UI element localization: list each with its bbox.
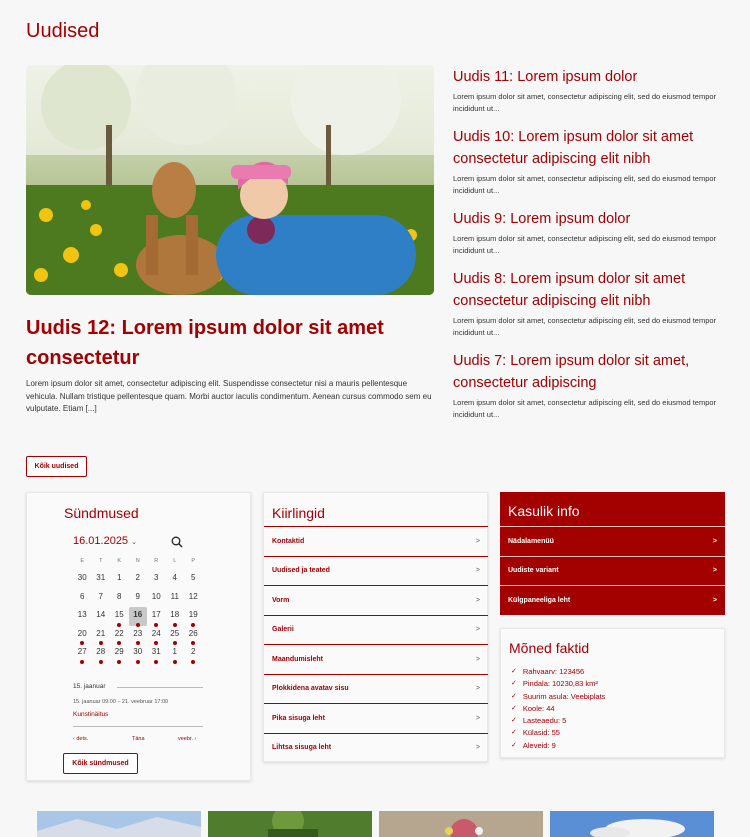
quicklink-label: Uudised ja teated [272,567,330,575]
useful-info-item[interactable] [500,556,725,586]
quicklink-item[interactable] [264,585,488,615]
useful-info-title: Kasulik info [508,503,580,519]
calendar-prev-month[interactable] [73,736,88,742]
featured-news-image[interactable] [26,65,434,295]
calendar-day[interactable] [92,589,111,608]
gallery-strip [37,811,714,837]
gallery-image[interactable] [379,811,543,837]
calendar-day[interactable] [92,570,111,589]
fact-item [511,740,605,752]
news-item-title[interactable]: Uudis 8: Lorem ipsum dolor sit amet consectetur adipiscing elit nibh [453,271,686,309]
calendar-day-number: 24 [151,628,161,638]
calendar-day[interactable] [110,626,129,645]
event-dot-icon [191,660,195,664]
calendar-week-row [73,589,203,608]
calendar-day-number: 12 [188,591,198,601]
news-item-excerpt: Lorem ipsum dolor sit amet, consectetur adipiscing elit, sed do eiusmod tempor incididunt ut... [453,316,717,337]
calendar-day-number: 19 [188,610,198,619]
quicklink-item[interactable] [264,703,488,733]
calendar-date: 16.01.2025 [73,535,129,547]
calendar-day[interactable] [110,570,129,589]
calendar-day[interactable] [110,644,129,663]
event-dot-icon [154,660,158,664]
quicklink-item[interactable] [264,733,488,763]
chevron-right-icon: › [192,736,197,742]
quicklink-label: Pika sisuga leht [272,714,325,722]
facts-title: Mõned faktid [509,640,590,656]
calendar-day[interactable] [166,589,185,608]
news-item-title[interactable]: Uudis 9: Lorem ipsum dolor [453,211,631,227]
quicklink-label: Plokkidena avatav sisu [272,685,349,693]
quicklink-label: Vorm [272,596,290,604]
calendar-day-number: 2 [135,573,140,582]
quicklink-item[interactable] [264,615,488,645]
event-divider [117,687,203,688]
search-icon[interactable] [171,535,183,553]
gallery-image[interactable] [37,811,201,837]
calendar-day-number: 25 [170,628,180,638]
useful-info-list [500,526,725,615]
news-item-title[interactable]: Uudis 10: Lorem ipsum dolor sit amet consectetur adipiscing elit nibh [453,129,694,167]
chevron-right-icon: > [712,537,717,545]
calendar-weekday: N [135,558,140,564]
calendar-prev-label: dets. [76,736,89,742]
calendar-week-row [73,570,203,589]
fact-text: Pindala: 10230,83 km² [522,679,598,689]
featured-news-title[interactable]: Uudis 12: Lorem ipsum dolor sit amet consectetur [26,317,384,369]
check-icon: ✓ [511,729,517,737]
calendar-day[interactable] [129,626,148,645]
news-item-excerpt: Lorem ipsum dolor sit amet, consectetur adipiscing elit, sed do eiusmod tempor incididunt ut... [453,398,717,419]
calendar-day[interactable] [73,607,92,626]
calendar-day[interactable] [147,607,166,626]
fact-item [511,678,605,690]
check-icon: ✓ [511,692,517,700]
facts-list [511,666,605,752]
calendar-weekday: R [154,558,159,564]
news-item [453,126,728,196]
news-item-title[interactable]: Uudis 7: Lorem ipsum dolor sit amet, consectetur adipiscing [453,353,690,391]
gallery-image[interactable] [208,811,372,837]
calendar-next-label: veebr. [178,736,193,742]
chevron-right-icon: > [475,714,480,722]
calendar-week-row [73,644,203,663]
useful-info-card [500,492,725,615]
calendar-day[interactable] [129,644,148,663]
calendar-day-number: 23 [133,628,143,638]
event-link[interactable]: Kunstinäitus [73,711,109,718]
calendar-week-row [73,626,203,645]
calendar-date-select[interactable] [73,535,137,547]
fact-text: Aleveid: 9 [522,740,556,750]
calendar-day[interactable] [110,589,129,608]
check-icon: ✓ [511,668,517,675]
quicklink-item[interactable] [264,526,488,556]
fact-item [511,715,605,727]
calendar-day-number: 3 [154,573,159,582]
calendar-day-number: 6 [80,591,85,601]
calendar-day[interactable] [147,644,166,663]
calendar-day-number: 5 [191,573,196,582]
calendar-day-number: 28 [96,647,106,656]
calendar-day[interactable] [73,570,92,589]
calendar-day[interactable] [184,607,203,626]
event-dot-icon [99,660,103,664]
calendar-day-number: 26 [188,628,198,638]
events-title: Sündmused [64,505,139,521]
calendar-weekday: T [99,558,103,564]
calendar-weekday: K [117,558,122,564]
all-news-button[interactable]: Kõik uudised [26,456,87,477]
useful-info-item[interactable] [500,585,725,615]
calendar-day-number: 11 [170,591,179,601]
calendar-day-number: 17 [151,610,161,619]
calendar-day[interactable] [92,626,111,645]
fact-text: Suurim asula: Veebiplats [522,691,606,701]
calendar-day[interactable] [166,644,185,663]
gallery-image[interactable] [550,811,714,837]
calendar-day-number: 14 [96,610,106,619]
calendar-day-number: 18 [170,610,180,619]
calendar-day-selected[interactable] [129,607,148,626]
chevron-left-icon: ‹ [73,736,77,742]
all-events-button[interactable]: Kõik sündmused [63,753,138,774]
news-item-excerpt: Lorem ipsum dolor sit amet, consectetur adipiscing elit, sed do eiusmod tempor incididunt ut... [453,92,717,113]
news-item [453,66,728,114]
news-section-title: Uudised [26,20,100,42]
fact-text: Külasid: 55 [522,728,560,738]
event-divider [73,726,203,727]
event-date-heading: 15. jaanuar [73,683,106,690]
fact-item [511,727,605,739]
calendar-day[interactable] [147,626,166,645]
calendar-day-number: 7 [98,591,103,601]
calendar-day-number: 21 [96,628,106,638]
calendar-day[interactable] [147,570,166,589]
calendar-day-number: 30 [77,573,87,582]
useful-info-label: Uudiste variant [508,567,559,575]
calendar-today[interactable]: Täna [132,736,145,742]
check-icon: ✓ [511,680,517,688]
calendar-day-number: 10 [151,591,161,601]
calendar-day[interactable] [184,570,203,589]
fact-text: Rahvaarv: 123456 [522,667,585,676]
calendar-day-number: 31 [96,573,106,582]
calendar-day-number: 16 [133,610,143,619]
calendar-next-month[interactable] [178,736,196,742]
calendar-day[interactable] [166,607,185,626]
event-dot-icon [117,660,121,664]
calendar-day-number: 27 [77,647,87,656]
calendar-day[interactable] [129,589,148,608]
news-item-excerpt: Lorem ipsum dolor sit amet, consectetur adipiscing elit, sed do eiusmod tempor incididunt ut... [453,234,717,255]
calendar-day-number: 2 [191,647,196,656]
chevron-right-icon: > [475,567,480,575]
fact-item [511,703,605,715]
calendar-day[interactable] [73,589,92,608]
event-time-range: 15. jaanuar 09:00 – 21. veebruar 17:00 [73,699,169,705]
quicklinks-card [263,492,488,762]
calendar-grid [73,556,203,663]
calendar-day-number: 1 [117,573,122,582]
news-item [453,208,728,256]
calendar-day[interactable] [166,626,185,645]
news-item [453,268,728,338]
calendar-day-number: 9 [135,591,140,601]
quicklink-item[interactable] [264,556,488,586]
calendar-day[interactable] [73,644,92,663]
calendar-weekday: P [191,558,196,564]
event-dot-icon [136,660,140,664]
useful-info-label: Nädalamenüü [508,537,554,545]
quicklink-label: Kontaktid [272,537,305,545]
news-item-excerpt: Lorem ipsum dolor sit amet, consectetur adipiscing elit, sed do eiusmod tempor incididunt ut... [453,174,717,195]
chevron-right-icon: > [475,655,480,663]
check-icon: ✓ [511,704,517,712]
chevron-right-icon: > [475,626,480,634]
calendar-day-number: 29 [114,647,124,656]
calendar-day[interactable] [129,570,148,589]
fact-item [511,666,605,678]
calendar-day[interactable] [73,626,92,645]
chevron-right-icon: > [712,567,717,575]
calendar-day[interactable] [92,607,111,626]
quicklinks-title: Kiirlingid [272,505,325,521]
check-icon: ✓ [511,741,517,749]
chevron-right-icon: > [712,596,717,604]
calendar-day-number: 1 [172,647,177,656]
check-icon: ✓ [511,717,517,725]
calendar-weekday: E [80,558,85,564]
calendar-day-number: 15 [114,610,124,619]
chevron-right-icon: > [475,596,480,604]
calendar-day-number: 22 [114,628,124,638]
calendar-day-number: 20 [77,628,87,638]
useful-info-item[interactable] [500,526,725,556]
calendar-day[interactable] [147,589,166,608]
chevron-right-icon: > [475,685,480,693]
facts-card [500,628,725,758]
quicklink-label: Maandumisleht [272,655,323,663]
quicklink-item[interactable] [264,674,488,704]
chevron-right-icon: > [475,744,480,752]
calendar-week-row [73,607,203,626]
news-list [453,66,728,432]
useful-info-label: Külgpaneeliga leht [508,596,571,604]
calendar-day-number: 30 [133,647,143,656]
calendar-day-number: 4 [172,573,177,582]
featured-news-excerpt: Lorem ipsum dolor sit amet, consectetur adipiscing elit. Suspendisse consectetur nisi a mauris pellentesque vehicula. Nullam tristique pellentesque quam. Morbi auctor iaculis condimentum. Aenean cursus commodo sem eu vulputate. Etiam [...] [26,379,432,413]
calendar-day-number: 31 [151,647,161,656]
calendar-weekday: L [173,558,177,564]
calendar-day-number: 13 [77,610,87,619]
calendar-weekday-row [73,556,203,570]
chevron-down-icon: ⌄ [131,539,137,546]
event-dot-icon [173,660,177,664]
news-item [453,350,728,420]
fact-text: Koole: 44 [522,703,555,713]
events-card [26,492,251,781]
calendar-day[interactable] [166,570,185,589]
quicklink-item[interactable] [264,644,488,674]
event-dot-icon [80,660,84,664]
calendar-day[interactable] [184,589,203,608]
quicklink-label: Lihtsa sisuga leht [272,744,332,752]
quicklink-label: Galerii [272,626,294,634]
chevron-right-icon: > [475,537,480,545]
calendar-day[interactable] [184,626,203,645]
calendar-day[interactable] [110,607,129,626]
quicklinks-list [264,526,488,762]
news-item-title[interactable]: Uudis 11: Lorem ipsum dolor [453,69,638,85]
calendar-day[interactable] [92,644,111,663]
fact-text: Lasteaedu: 5 [522,716,567,726]
fact-item [511,691,605,703]
calendar-day-number: 8 [117,591,122,601]
calendar-day[interactable] [184,644,203,663]
